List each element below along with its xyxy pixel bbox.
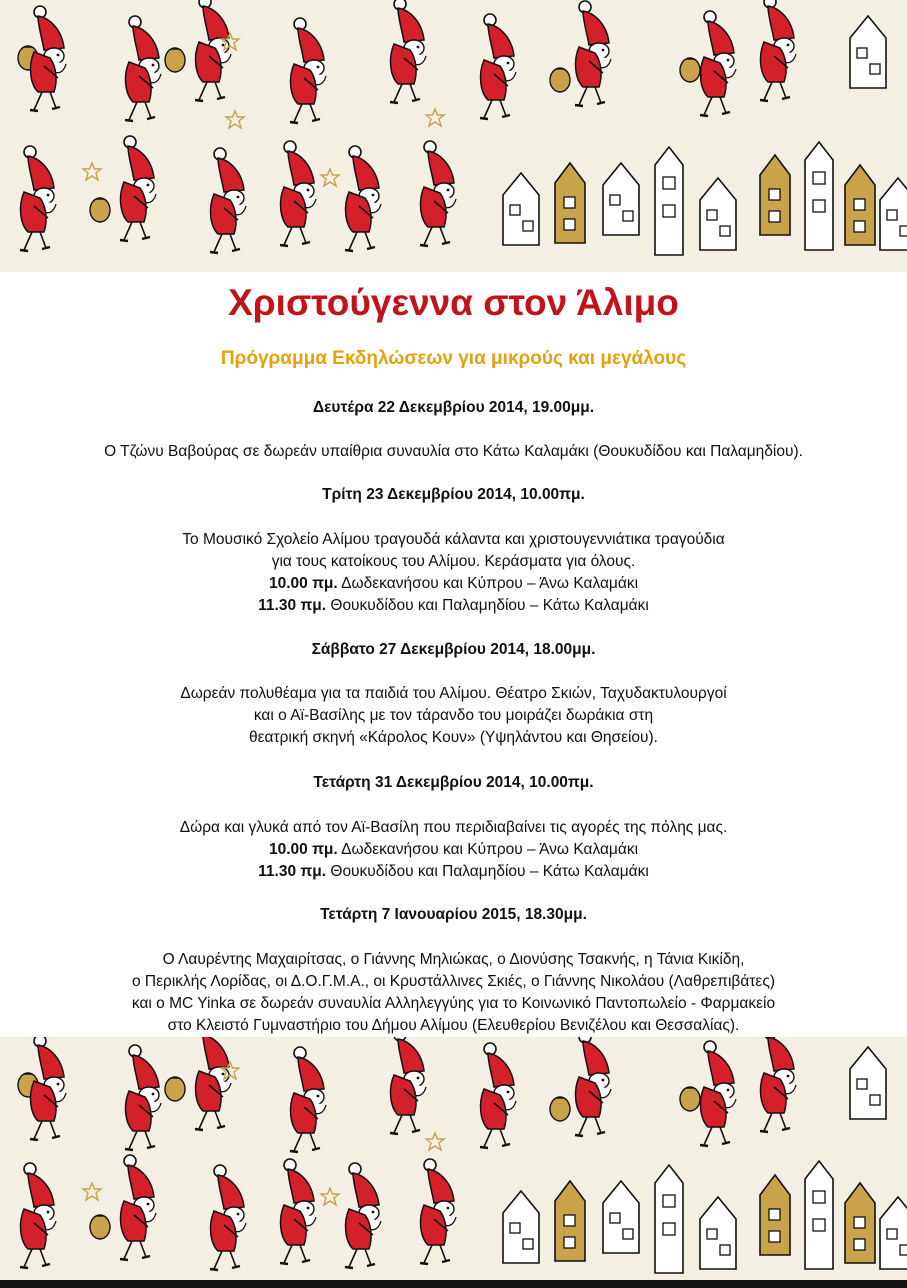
event-date: Τετάρτη 7 Ιανουαρίου 2015, 18.30μμ. [320,906,587,923]
top-banner-illustration [0,0,907,272]
description-line: Ο Λαυρέντης Μαχαιρίτσας, ο Γιάννης Μηλιώκας, ο Διονύσης Τσακνής, η Τάνια Κικίδη, [162,951,745,968]
time: 10.00 πμ. [268,575,338,592]
time: 11.30 πμ. [258,863,327,880]
time: 11.30 πμ. [258,597,327,614]
location: Θουκυδίδου και Παλαμηδίου – Κάτω Καλαμάκι [326,863,649,880]
description-line: Το Μουσικό Σχολείο Αλίμου τραγουδά κάλαντα και χριστουγεννιάτικα τραγούδια [182,531,725,548]
event-date: Δευτέρα 22 Δεκεμβρίου 2014, 19.00μμ. [312,399,595,416]
time: 10.00 πμ. [268,841,338,858]
location: Θουκυδίδου και Παλαμηδίου – Κάτω Καλαμάκι [326,597,649,614]
event-program [0,272,907,1037]
description-line: θεατρική σκηνή «Κάρολος Κουν» (Υψηλάντου και Θησείου). [248,729,658,746]
description-line: στο Κλειστό Γυμναστήριο του Δήμου Αλίμου (Ελευθερίου Βενιζέλου και Θεσσαλίας). [167,1017,740,1034]
event-date: Τρίτη 23 Δεκεμβρίου 2014, 10.00πμ. [322,486,585,503]
description-line: και ο Αϊ-Βασίλης με τον τάρανδο του μοιράζει δωράκια στη [253,707,654,724]
event-description [0,529,907,617]
page-subtitle: Πρόγραμμα Εκδηλώσεων για μικρούς και μεγάλους [220,348,687,369]
event-description [0,817,907,883]
event-date: Σάββατο 27 Δεκεμβρίου 2014, 18.00μμ. [311,641,596,658]
page-title: Χριστούγεννα στον Άλιμο [228,282,679,323]
santa-parade-bottom [0,1037,907,1280]
event-description [0,441,907,463]
location: Δωδεκανήσου και Κύπρου – Άνω Καλαμάκι [337,841,639,858]
event-description [0,949,907,1037]
description-line: Δωρεάν πολυθέαμα για τα παιδιά του Αλίμου. Θέατρο Σκιών, Ταχυδακτυλουργοί [180,685,727,702]
description-line: και ο MC Yinka σε δωρεάν συναυλία Αλληλεγγύης για το Κοινωνικό Παντοπωλείο - Φαρμακείο [131,995,776,1012]
time-location-line [0,839,907,861]
event-description [0,683,907,749]
description-line: ο Περικλής Λορίδας, οι Δ.Ο.Γ.Μ.Α., οι Κρυστάλλινες Σκιές, ο Γιάννης Νικολάου (Λαθρεπιβάτες) [132,973,775,990]
description-line: Ο Τζώνυ Βαβούρας σε δωρεάν υπαίθρια συναυλία στο Κάτω Καλαμάκι (Θουκυδίδου και Παλαμηδίου). [104,443,803,460]
time-location-line [0,595,907,617]
location: Δωδεκανήσου και Κύπρου – Άνω Καλαμάκι [337,575,639,592]
description-line: Δώρα και γλυκά από τον Αϊ-Βασίλη που περιδιαβαίνει τις αγορές της πόλης μας. [179,819,728,836]
event-date: Τετάρτη 31 Δεκεμβρίου 2014, 10.00πμ. [313,774,594,791]
description-line: για τους κατοίκους του Αλίμου. Κεράσματα για όλους. [271,553,636,570]
time-location-line [0,573,907,595]
bottom-banner-illustration [0,1037,907,1280]
santa-parade-top [0,0,907,272]
time-location-line [0,861,907,883]
bottom-border [0,1280,907,1288]
